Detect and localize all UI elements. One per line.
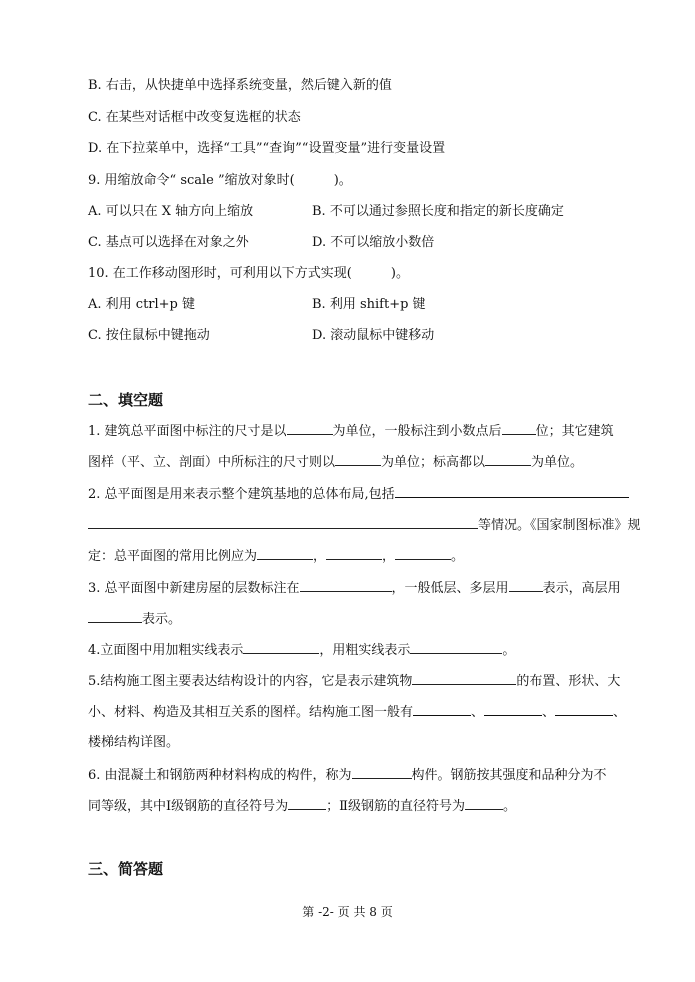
option-q8-c: C. 在某些对话框中改变复选框的状态 (88, 110, 301, 125)
fill-question-5-line-3: 楼梯结构详图。 (88, 735, 180, 750)
option-q9-a: A. 可以只在 X 轴方向上缩放 (88, 204, 254, 219)
blank (287, 421, 333, 435)
blank (413, 702, 471, 716)
option-q9-c: C. 基点可以选择在对象之外 (88, 235, 249, 250)
fill-question-6-line-2: 同等级，其中Ⅰ级钢筋的直径符号为 ；Ⅱ级钢筋的直径符号为 。 (88, 796, 516, 816)
option-q8-b: B. 右击，从快捷单中选择系统变量，然后键入新的值 (88, 78, 392, 93)
blank (410, 640, 502, 654)
blank (335, 452, 381, 466)
blank (88, 515, 478, 529)
question-9: 9. 用缩放命令“ scale ”缩放对象时( )。 (88, 173, 352, 188)
blank (555, 702, 613, 716)
fill-question-1-line-1: 1. 建筑总平面图中标注的尺寸是以 为单位，一般标注到小数点后 位；其它建筑 (88, 421, 614, 441)
fill-question-2-line-3: 定：总平面图的常用比例应为 ， ， 。 (88, 546, 464, 566)
fill-question-2-line-1: 2. 总平面图是用来表示整个建筑基地的总体布局,包括 (88, 484, 629, 504)
blank (243, 640, 319, 654)
option-q9-d: D. 不可以缩放小数倍 (312, 235, 435, 250)
fill-question-3-line-1: 3. 总平面图中新建房屋的层数标注在 ，一般低层、多层用 表示，高层用 (88, 578, 621, 598)
blank (412, 671, 516, 685)
blank (484, 702, 542, 716)
section-heading-fill-in: 二、填空题 (88, 391, 164, 409)
fill-question-3-line-2: 表示。 (88, 609, 181, 629)
fill-question-4: 4.立面图中用加粗实线表示 ，用粗实线表示 。 (88, 640, 515, 660)
option-q10-d: D. 滚动鼠标中键移动 (312, 328, 435, 343)
option-q10-c: C. 按住鼠标中键拖动 (88, 328, 210, 343)
blank (395, 484, 629, 498)
option-q9-b: B. 不可以通过参照长度和指定的新长度确定 (312, 204, 564, 219)
blank (257, 546, 313, 560)
fill-question-5-line-2: 小、材料、构造及其相互关系的图样。结构施工图一般有 、 、 、 (88, 702, 626, 722)
question-10: 10. 在工作移动图形时，可利用以下方式实现( )。 (88, 266, 409, 281)
blank (352, 765, 412, 779)
fill-question-1-line-2: 图样（平、立、剖面）中所标注的尺寸则以 为单位；标高都以 为单位。 (88, 452, 583, 472)
option-q10-a: A. 利用 ctrl+p 键 (88, 297, 196, 312)
blank (300, 578, 392, 592)
blank (326, 546, 382, 560)
section-heading-short-answer: 三、简答题 (88, 860, 164, 878)
blank (485, 452, 531, 466)
blank (502, 421, 536, 435)
fill-question-5-line-1: 5.结构施工图主要表达结构设计的内容，它是表示建筑物 的布置、形状、大 (88, 671, 620, 691)
blank (288, 796, 326, 810)
option-q8-d: D. 在下拉菜单中，选择“工具”“查询”“设置变量”进行变量设置 (88, 141, 446, 156)
blank (509, 578, 543, 592)
page-number: 第 -2- 页 共 8 页 (302, 905, 393, 919)
fill-question-2-line-2: 等情况。《国家制图标准》规 (88, 515, 641, 535)
blank (465, 796, 503, 810)
blank (395, 546, 451, 560)
fill-question-6-line-1: 6. 由混凝土和钢筋两种材料构成的构件，称为 构件。钢筋按其强度和品种分为不 (88, 765, 607, 785)
blank (88, 609, 142, 623)
option-q10-b: B. 利用 shift+p 键 (312, 297, 426, 312)
